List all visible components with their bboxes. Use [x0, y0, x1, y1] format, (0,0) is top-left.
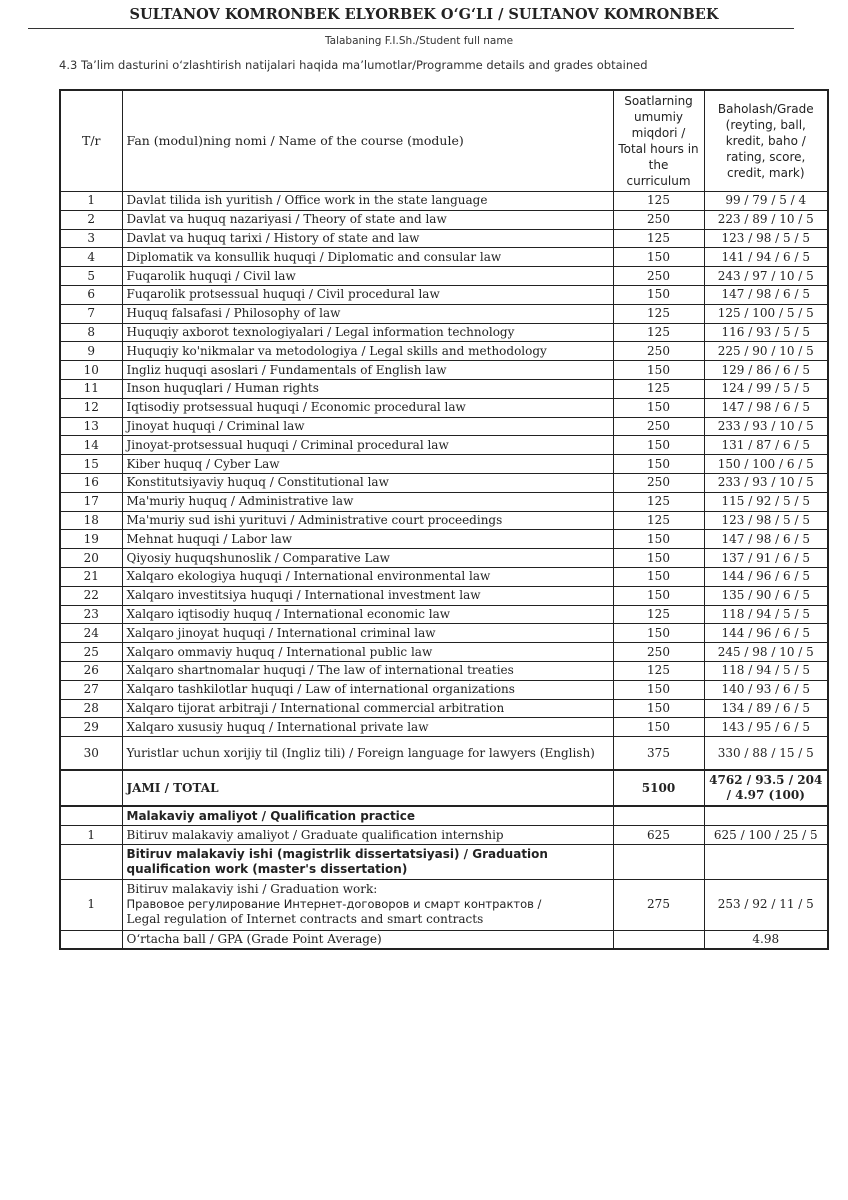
course-name: Yuristlar uchun xorijiy til (Ingliz tili) / Foreign language for lawyers (English) [122, 737, 613, 771]
course-number: 28 [60, 699, 122, 718]
course-name: Iqtisodiy protsessual huquqi / Economic procedural law [122, 398, 613, 417]
table-header-row [60, 90, 828, 192]
course-hours: 150 [613, 285, 704, 304]
course-number: 8 [60, 323, 122, 342]
course-name: Xalqaro investitsiya huquqi / International investment law [122, 586, 613, 605]
table-row [60, 285, 828, 304]
course-name: Konstitutsiyaviy huquq / Constitutional law [122, 473, 613, 492]
course-name: Huquqiy ko'nikmalar va metodologiya / Legal skills and methodology [122, 342, 613, 361]
table-row [60, 643, 828, 662]
practice-hours: 625 [613, 826, 704, 845]
gpa-label: O‘rtacha ball / GPA (Grade Point Average) [122, 930, 613, 949]
course-name: Xalqaro jinoyat huquqi / International criminal law [122, 624, 613, 643]
table-row [60, 530, 828, 549]
course-grade: 225 / 90 / 10 / 5 [704, 342, 828, 361]
course-number: 14 [60, 436, 122, 455]
course-hours: 125 [613, 192, 704, 211]
table-row [60, 361, 828, 380]
practice-name: Bitiruv malakaviy amaliyot / Graduate qualification internship [122, 826, 613, 845]
thesis-number: 1 [60, 879, 122, 930]
practice-number: 1 [60, 826, 122, 845]
course-hours: 250 [613, 417, 704, 436]
practice-grade: 625 / 100 / 25 / 5 [704, 826, 828, 845]
course-name: Xalqaro ommaviy huquq / International public law [122, 643, 613, 662]
course-hours: 150 [613, 624, 704, 643]
course-grade: 125 / 100 / 5 / 5 [704, 304, 828, 323]
course-hours: 125 [613, 229, 704, 248]
course-grade: 135 / 90 / 6 / 5 [704, 586, 828, 605]
table-row [60, 549, 828, 568]
thesis-heading-hours-cell [613, 844, 704, 879]
course-grade: 116 / 93 / 5 / 5 [704, 323, 828, 342]
course-grade: 330 / 88 / 15 / 5 [704, 737, 828, 771]
course-number: 18 [60, 511, 122, 530]
table-row [60, 511, 828, 530]
course-grade: 118 / 94 / 5 / 5 [704, 605, 828, 624]
course-name: Qiyosiy huquqshunoslik / Comparative Law [122, 549, 613, 568]
course-grade: 147 / 98 / 6 / 5 [704, 398, 828, 417]
course-grade: 99 / 79 / 5 / 4 [704, 192, 828, 211]
practice-heading-number-cell [60, 806, 122, 826]
course-number: 29 [60, 718, 122, 737]
gpa-hours-cell [613, 930, 704, 949]
course-number: 19 [60, 530, 122, 549]
course-grade: 123 / 98 / 5 / 5 [704, 511, 828, 530]
course-grade: 134 / 89 / 6 / 5 [704, 699, 828, 718]
total-hours: 5100 [613, 770, 704, 806]
course-hours: 125 [613, 304, 704, 323]
course-hours: 150 [613, 567, 704, 586]
course-number: 21 [60, 567, 122, 586]
practice-heading: Malakaviy amaliyot / Qualification practice [122, 806, 613, 826]
course-number: 2 [60, 210, 122, 229]
thesis-line-2: Правовое регулирование Интернет-договоров и смарт контрактов / [126, 897, 542, 912]
course-hours: 150 [613, 680, 704, 699]
course-name: Xalqaro iqtisodiy huquq / International economic law [122, 605, 613, 624]
course-number: 9 [60, 342, 122, 361]
course-hours: 125 [613, 605, 704, 624]
thesis-heading-row [60, 844, 828, 879]
course-number: 17 [60, 492, 122, 511]
table-row [60, 586, 828, 605]
course-name: Inson huquqlari / Human rights [122, 379, 613, 398]
name-underline [28, 28, 794, 29]
course-hours: 150 [613, 586, 704, 605]
course-grade: 147 / 98 / 6 / 5 [704, 530, 828, 549]
course-number: 10 [60, 361, 122, 380]
table-row [60, 699, 828, 718]
course-name: Kiber huquq / Cyber Law [122, 455, 613, 474]
column-header-course: Fan (modul)ning nomi / Name of the course (module) [122, 90, 613, 192]
section-title: 4.3 Ta’lim dasturini o‘zlashtirish natijalari haqida ma’lumotlar/Programme details and grades obtained [59, 58, 648, 72]
course-hours: 150 [613, 398, 704, 417]
course-number: 27 [60, 680, 122, 699]
course-grade: 123 / 98 / 5 / 5 [704, 229, 828, 248]
course-name: Huquqiy axborot texnologiyalari / Legal information technology [122, 323, 613, 342]
course-hours: 150 [613, 718, 704, 737]
course-name: Xalqaro xususiy huquq / International private law [122, 718, 613, 737]
column-header-hours: Soatlarning umumiy miqdori / Total hours in the curriculum [613, 90, 704, 192]
course-grade: 144 / 96 / 6 / 5 [704, 624, 828, 643]
course-number: 3 [60, 229, 122, 248]
course-number: 24 [60, 624, 122, 643]
course-grade: 245 / 98 / 10 / 5 [704, 643, 828, 662]
total-grade: 4762 / 93.5 / 204 / 4.97 (100) [704, 770, 828, 806]
course-hours: 125 [613, 379, 704, 398]
course-hours: 125 [613, 492, 704, 511]
course-grade: 144 / 96 / 6 / 5 [704, 567, 828, 586]
table-row [60, 379, 828, 398]
course-hours: 150 [613, 248, 704, 267]
course-name: Davlat va huquq nazariyasi / Theory of state and law [122, 210, 613, 229]
course-hours: 150 [613, 530, 704, 549]
total-number-cell [60, 770, 122, 806]
course-hours: 150 [613, 436, 704, 455]
course-number: 7 [60, 304, 122, 323]
course-grade: 129 / 86 / 6 / 5 [704, 361, 828, 380]
table-row [60, 417, 828, 436]
course-number: 1 [60, 192, 122, 211]
table-row [60, 718, 828, 737]
table-row [60, 567, 828, 586]
thesis-line-1: Bitiruv malakaviy ishi / Graduation work: [126, 882, 378, 897]
table-row [60, 492, 828, 511]
course-hours: 150 [613, 455, 704, 474]
course-hours: 250 [613, 267, 704, 286]
course-number: 30 [60, 737, 122, 771]
course-number: 6 [60, 285, 122, 304]
table-row [60, 436, 828, 455]
course-number: 20 [60, 549, 122, 568]
course-list [60, 192, 828, 949]
table-row [60, 323, 828, 342]
thesis-heading: Bitiruv malakaviy ishi (magistrlik dissertatsiyasi) / Graduation qualification work (master's dissertation) [122, 844, 613, 879]
course-grade: 141 / 94 / 6 / 5 [704, 248, 828, 267]
grades-table [59, 89, 829, 950]
table-row [60, 473, 828, 492]
thesis-heading-grade-cell [704, 844, 828, 879]
course-hours: 250 [613, 210, 704, 229]
course-hours: 150 [613, 549, 704, 568]
course-hours: 150 [613, 699, 704, 718]
total-label: JAMI / TOTAL [122, 770, 613, 806]
gpa-row [60, 930, 828, 949]
total-row [60, 770, 828, 806]
course-name: Ma'muriy huquq / Administrative law [122, 492, 613, 511]
course-name: Fuqarolik huquqi / Civil law [122, 267, 613, 286]
course-grade: 233 / 93 / 10 / 5 [704, 473, 828, 492]
table-row [60, 624, 828, 643]
course-grade: 233 / 93 / 10 / 5 [704, 417, 828, 436]
course-grade: 131 / 87 / 6 / 5 [704, 436, 828, 455]
table-row [60, 661, 828, 680]
course-name: Ingliz huquqi asoslari / Fundamentals of English law [122, 361, 613, 380]
course-hours: 250 [613, 473, 704, 492]
table-row [60, 398, 828, 417]
table-row [60, 455, 828, 474]
practice-heading-hours-cell [613, 806, 704, 826]
course-number: 22 [60, 586, 122, 605]
column-header-number: T/r [60, 90, 122, 192]
course-hours: 250 [613, 643, 704, 662]
course-number: 5 [60, 267, 122, 286]
course-name: Jinoyat-protsessual huquqi / Criminal procedural law [122, 436, 613, 455]
thesis-line-3: Legal regulation of Internet contracts and smart contracts [126, 912, 484, 927]
gpa-value: 4.98 [704, 930, 828, 949]
course-number: 23 [60, 605, 122, 624]
table-row [60, 192, 828, 211]
course-name: Huquq falsafasi / Philosophy of law [122, 304, 613, 323]
course-hours: 125 [613, 323, 704, 342]
course-name: Mehnat huquqi / Labor law [122, 530, 613, 549]
course-name: Ma'muriy sud ishi yurituvi / Administrative court proceedings [122, 511, 613, 530]
course-number: 4 [60, 248, 122, 267]
thesis-title-cell [122, 879, 613, 930]
course-name: Fuqarolik protsessual huquqi / Civil procedural law [122, 285, 613, 304]
course-number: 15 [60, 455, 122, 474]
table-row [60, 737, 828, 771]
course-name: Jinoyat huquqi / Criminal law [122, 417, 613, 436]
course-number: 25 [60, 643, 122, 662]
table-row [60, 304, 828, 323]
table-row [60, 267, 828, 286]
course-name: Xalqaro ekologiya huquqi / International environmental law [122, 567, 613, 586]
table-row [60, 680, 828, 699]
practice-row [60, 826, 828, 845]
table-row [60, 210, 828, 229]
course-grade: 124 / 99 / 5 / 5 [704, 379, 828, 398]
table-row [60, 229, 828, 248]
thesis-grade: 253 / 92 / 11 / 5 [704, 879, 828, 930]
course-grade: 118 / 94 / 5 / 5 [704, 661, 828, 680]
course-hours: 250 [613, 342, 704, 361]
course-name: Xalqaro tashkilotlar huquqi / Law of international organizations [122, 680, 613, 699]
course-number: 12 [60, 398, 122, 417]
thesis-heading-number-cell [60, 844, 122, 879]
course-name: Davlat va huquq tarixi / History of state and law [122, 229, 613, 248]
column-header-grade: Baholash/Grade (reyting, ball, kredit, baho / rating, score, credit, mark) [704, 90, 828, 192]
course-grade: 137 / 91 / 6 / 5 [704, 549, 828, 568]
course-grade: 147 / 98 / 6 / 5 [704, 285, 828, 304]
gpa-number-cell [60, 930, 122, 949]
course-number: 26 [60, 661, 122, 680]
table-row [60, 605, 828, 624]
course-hours: 150 [613, 361, 704, 380]
course-grade: 115 / 92 / 5 / 5 [704, 492, 828, 511]
course-number: 16 [60, 473, 122, 492]
course-number: 11 [60, 379, 122, 398]
table-row [60, 248, 828, 267]
course-grade: 243 / 97 / 10 / 5 [704, 267, 828, 286]
course-name: Xalqaro tijorat arbitraji / International commercial arbitration [122, 699, 613, 718]
table-row [60, 342, 828, 361]
course-grade: 223 / 89 / 10 / 5 [704, 210, 828, 229]
course-hours: 375 [613, 737, 704, 771]
student-full-name: SULTANOV KOMRONBEK ELYORBEK O‘G‘LI / SULTANOV KOMRONBEK [129, 6, 719, 23]
course-number: 13 [60, 417, 122, 436]
course-grade: 140 / 93 / 6 / 5 [704, 680, 828, 699]
course-hours: 125 [613, 511, 704, 530]
practice-heading-row [60, 806, 828, 826]
course-name: Davlat tilida ish yuritish / Office work in the state language [122, 192, 613, 211]
course-name: Diplomatik va konsullik huquqi / Diplomatic and consular law [122, 248, 613, 267]
thesis-hours: 275 [613, 879, 704, 930]
course-name: Xalqaro shartnomalar huquqi / The law of international treaties [122, 661, 613, 680]
practice-heading-grade-cell [704, 806, 828, 826]
course-hours: 125 [613, 661, 704, 680]
student-name-caption: Talabaning F.I.Sh./Student full name [324, 35, 514, 47]
course-grade: 143 / 95 / 6 / 5 [704, 718, 828, 737]
course-grade: 150 / 100 / 6 / 5 [704, 455, 828, 474]
thesis-row [60, 879, 828, 930]
